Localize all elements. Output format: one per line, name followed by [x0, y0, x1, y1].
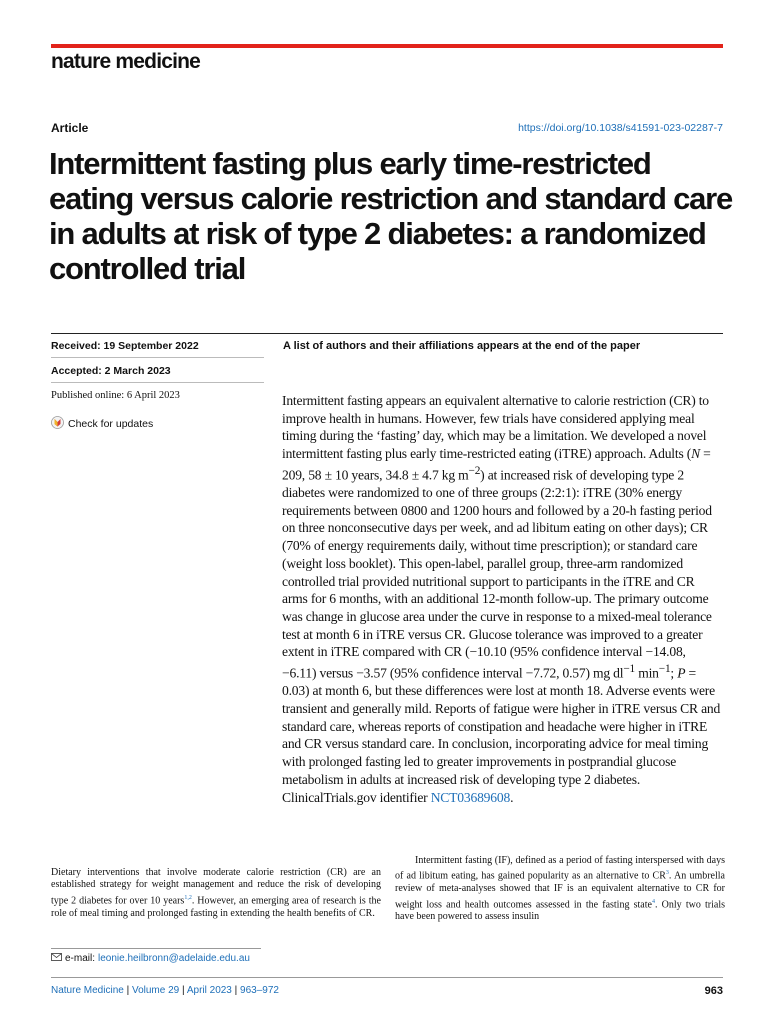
article-type-label: Article	[51, 121, 89, 135]
authors-note: A list of authors and their affiliations appears at the end of the paper	[283, 340, 641, 352]
email-label: e-mail:	[65, 953, 96, 964]
intro-column-left: Dietary interventions that involve moderate calorie restriction (CR) are an established strategy for weight management and reduce the risk of developing type 2 diabetes for over 10 years$^{1,2}$. However, an emerging area of research is the role of meal timing and prolonged fasting in extending the health benefits of CR.	[51, 867, 381, 919]
header-divider	[51, 333, 723, 334]
accepted-date: Accepted: 2 March 2023	[51, 365, 171, 377]
trial-registration-link[interactable]: NCT03689608	[430, 789, 511, 805]
footer-divider	[51, 977, 723, 978]
reference-link[interactable]: 4	[651, 898, 655, 905]
published-date: Published online: 6 April 2023	[51, 390, 180, 401]
footer-citation: Nature Medicine | Volume 29 | April 2023 | 963–972	[51, 985, 279, 996]
footnote-divider	[51, 948, 261, 949]
page-number: 963	[704, 985, 723, 997]
journal-accent-bar	[51, 44, 723, 48]
crossmark-icon	[51, 416, 64, 432]
reference-link[interactable]: 3	[665, 870, 669, 877]
correspondence-email	[51, 953, 250, 964]
meta-divider	[51, 357, 264, 358]
email-link[interactable]: leonie.heilbronn@adelaide.edu.au	[98, 953, 250, 964]
received-date: Received: 19 September 2022	[51, 340, 199, 352]
article-title: Intermittent fasting plus early time-restricted eating versus calorie restriction and standard care in adults at risk of type 2 diabetes: a randomized controlled trial	[49, 146, 733, 286]
journal-name: nature medicine	[51, 50, 201, 73]
doi-link[interactable]: https://doi.org/10.1038/s41591-023-02287-7	[518, 122, 723, 134]
reference-link[interactable]: 1,2	[184, 894, 192, 901]
check-for-updates-button[interactable]	[51, 416, 153, 432]
abstract: Intermittent fasting appears an equivalent alternative to calorie restriction (CR) to improve health in humans. However, few trials have considered applying meal timing during the ‘fasting’ day, which may be a limitation. We developed a novel intermittent fasting plus early time-restricted eating (iTRE) approach. Adults (N = 209, 58 ± 10 years, 34.8 ± 4.7 kg $m^{-2}$) at increased risk of developing type 2 diabetes were randomized to one of three groups (2:2:1): iTRE (30% energy requirements between 0800 and 1200 hours and followed by a 20-h fasting period on three nonconsecutive days per week, and ad libitum eating on other days); CR (70% of energy requirements daily, without time prescription); or standard care (weight loss booklet). This open-label, parallel group, three-arm randomized controlled trial provided nutritional support to participants in the iTRE and CR arms for 6 months, with an additional 12-month follow-up. The primary outcome was change in glucose area under the curve in response to a mixed-meal tolerance test at month 6 in iTRE versus CR. Glucose tolerance was improved to a greater extent in iTRE compared with CR (−10.10 (95% confidence interval −14.08, −6.11) versus −3.57 (95% confidence interval −7.72, 0.57) mg $dl^{-1}$ $\min^{-1}$; P = 0.03) at month 6, but these differences were lost at month 18. Adverse events were transient and generally mild. Reports of fatigue were higher in iTRE versus CR and standard care, whereas reports of constipation and headache were higher in iTRE and CR versus standard care. In conclusion, incorporating advice for meal timing with prolonged fasting led to greater improvements in postprandial glucose metabolism in adults at increased risk of developing type 2 diabetes. ClinicalTrials.gov identifier NCT03689608.	[282, 393, 721, 805]
envelope-icon	[51, 953, 62, 964]
meta-divider	[51, 382, 264, 383]
intro-column-right: Intermittent fasting (IF), defined as a period of fasting interspersed with days of ad libitum eating, has gained popularity as an alternative to $CR^3$. An umbrella review of meta-analyses showed that IF is an equivalent alternative to CR for weight loss and health outcomes assessed in the fasting state$^4$. Only two trials have been powered to assess insulin	[395, 855, 725, 923]
check-for-updates-label: Check for updates	[68, 418, 154, 430]
